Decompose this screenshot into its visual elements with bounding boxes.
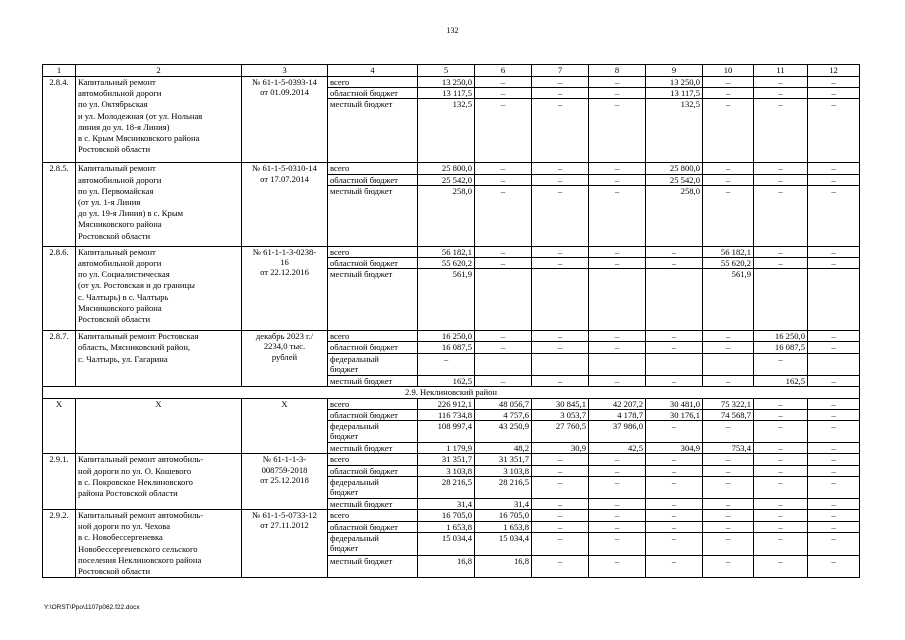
amount-cell: – bbox=[532, 375, 589, 386]
amount-cell: – bbox=[808, 498, 860, 509]
funding-source: местный бюджет bbox=[328, 99, 418, 163]
column-number-7: 7 bbox=[532, 65, 589, 77]
funding-source: всего bbox=[328, 510, 418, 522]
page-number: 132 bbox=[446, 26, 459, 35]
amount-cell: – bbox=[532, 521, 589, 533]
funding-source: федеральный бюджет bbox=[328, 476, 418, 498]
file-path-footer: Y:\ORST\Ppo\1107p062.f22.docx bbox=[44, 604, 140, 611]
amount-cell: 753,4 bbox=[703, 443, 754, 454]
amount-cell: – bbox=[589, 88, 646, 99]
amount-cell: – bbox=[646, 521, 703, 533]
funding-source: местный бюджет bbox=[328, 498, 418, 509]
funding-source: всего bbox=[328, 331, 418, 342]
amount-cell: 56 182,1 bbox=[703, 246, 754, 257]
amount-cell: – bbox=[475, 258, 532, 269]
amount-cell: 16 087,5 bbox=[754, 342, 808, 353]
amount-cell: – bbox=[703, 510, 754, 522]
amount-cell: 43 250,9 bbox=[475, 421, 532, 443]
amount-cell: 55 620,2 bbox=[418, 258, 475, 269]
amount-cell: – bbox=[808, 454, 860, 465]
amount-cell: – bbox=[589, 342, 646, 353]
amount-cell: – bbox=[418, 353, 475, 375]
table-row bbox=[43, 246, 860, 257]
amount-cell: – bbox=[475, 163, 532, 174]
amount-cell: – bbox=[754, 521, 808, 533]
amount-cell: 27 760,5 bbox=[532, 421, 589, 443]
amount-cell: – bbox=[754, 185, 808, 246]
amount-cell bbox=[532, 269, 589, 331]
column-number-8: 8 bbox=[589, 65, 646, 77]
amount-cell: – bbox=[589, 246, 646, 257]
column-number-12: 12 bbox=[808, 65, 860, 77]
amount-cell: – bbox=[532, 174, 589, 185]
amount-cell: – bbox=[703, 375, 754, 386]
amount-cell: – bbox=[475, 246, 532, 257]
amount-cell bbox=[703, 353, 754, 375]
amount-cell: – bbox=[754, 555, 808, 578]
amount-cell: – bbox=[703, 99, 754, 163]
amount-cell: – bbox=[646, 421, 703, 443]
amount-cell: 30,9 bbox=[532, 443, 589, 454]
amount-cell: 31,4 bbox=[475, 498, 532, 509]
amount-cell: 132,5 bbox=[418, 99, 475, 163]
section-row bbox=[43, 386, 860, 398]
funding-source: всего bbox=[328, 454, 418, 465]
amount-cell: – bbox=[703, 421, 754, 443]
amount-cell: 108 997,4 bbox=[418, 421, 475, 443]
amount-cell: – bbox=[808, 77, 860, 88]
amount-cell: – bbox=[754, 88, 808, 99]
amount-cell: 75 322,1 bbox=[703, 398, 754, 409]
table-row bbox=[43, 454, 860, 465]
amount-cell: 16 250,0 bbox=[754, 331, 808, 342]
amount-cell: – bbox=[589, 331, 646, 342]
amount-cell: – bbox=[703, 555, 754, 578]
amount-cell: – bbox=[475, 185, 532, 246]
amount-cell bbox=[646, 269, 703, 331]
amount-cell: 1 653,8 bbox=[475, 521, 532, 533]
amount-cell: 25 800,0 bbox=[418, 163, 475, 174]
amount-cell: – bbox=[532, 331, 589, 342]
amount-cell: – bbox=[754, 174, 808, 185]
amount-cell: – bbox=[808, 88, 860, 99]
amount-cell: – bbox=[754, 246, 808, 257]
item-description: Капитальный ремонт автомобильной дороги по ул. Социалистическая (от ул. Ростовская и до границы с. Чалтырь) в с. Чалтырь Мясниковского района Ростовской области bbox=[76, 246, 242, 330]
column-number-6: 6 bbox=[475, 65, 532, 77]
amount-cell: – bbox=[532, 77, 589, 88]
funding-source: областной бюджет bbox=[328, 258, 418, 269]
amount-cell: 28 216,5 bbox=[475, 476, 532, 498]
column-number-4: 4 bbox=[328, 65, 418, 77]
item-code: 2.8.7. bbox=[43, 331, 76, 387]
amount-cell: – bbox=[589, 258, 646, 269]
item-code: Х bbox=[43, 398, 76, 454]
amount-cell: – bbox=[808, 555, 860, 578]
funding-source: федеральный бюджет bbox=[328, 533, 418, 556]
amount-cell: 16 705,0 bbox=[475, 510, 532, 522]
column-number-2: 2 bbox=[76, 65, 242, 77]
amount-cell: – bbox=[703, 465, 754, 476]
amount-cell: – bbox=[754, 454, 808, 465]
amount-cell: 1 179,9 bbox=[418, 443, 475, 454]
item-document: Х bbox=[242, 398, 328, 454]
table-row bbox=[43, 163, 860, 174]
amount-cell: – bbox=[646, 476, 703, 498]
amount-cell: – bbox=[532, 163, 589, 174]
amount-cell: – bbox=[475, 88, 532, 99]
funding-source: областной бюджет bbox=[328, 174, 418, 185]
amount-cell bbox=[646, 353, 703, 375]
amount-cell: – bbox=[646, 498, 703, 509]
amount-cell: – bbox=[532, 555, 589, 578]
funding-source: всего bbox=[328, 398, 418, 409]
amount-cell: – bbox=[532, 99, 589, 163]
amount-cell: – bbox=[532, 498, 589, 509]
amount-cell bbox=[589, 353, 646, 375]
amount-cell: – bbox=[532, 476, 589, 498]
item-document: декабрь 2023 г./ 2234,0 тыс. рублей bbox=[242, 331, 328, 387]
amount-cell: 162,5 bbox=[754, 375, 808, 386]
amount-cell: 16 705,0 bbox=[418, 510, 475, 522]
amount-cell: 132,5 bbox=[646, 99, 703, 163]
amount-cell: 4 757,6 bbox=[475, 410, 532, 421]
item-document: № 61-1-1-3-0238- 16 от 22.12.2016 bbox=[242, 246, 328, 330]
amount-cell: – bbox=[532, 465, 589, 476]
funding-source: местный бюджет bbox=[328, 555, 418, 578]
table-row bbox=[43, 398, 860, 409]
amount-cell: 3 103,8 bbox=[475, 465, 532, 476]
amount-cell: 31 351,7 bbox=[475, 454, 532, 465]
amount-cell: – bbox=[754, 398, 808, 409]
item-code: 2.8.5. bbox=[43, 163, 76, 246]
amount-cell: – bbox=[589, 454, 646, 465]
amount-cell: 42 207,2 bbox=[589, 398, 646, 409]
amount-cell: 13 250,0 bbox=[646, 77, 703, 88]
amount-cell: – bbox=[754, 258, 808, 269]
table-row bbox=[43, 510, 860, 522]
amount-cell: 74 568,7 bbox=[703, 410, 754, 421]
amount-cell: – bbox=[754, 465, 808, 476]
amount-cell: – bbox=[589, 163, 646, 174]
amount-cell: – bbox=[589, 510, 646, 522]
funding-source: местный бюджет bbox=[328, 375, 418, 386]
column-number-5: 5 bbox=[418, 65, 475, 77]
amount-cell: 25 542,0 bbox=[646, 174, 703, 185]
amount-cell: – bbox=[646, 533, 703, 556]
amount-cell: 16,8 bbox=[418, 555, 475, 578]
amount-cell: – bbox=[808, 421, 860, 443]
amount-cell: – bbox=[808, 398, 860, 409]
amount-cell: 116 734,8 bbox=[418, 410, 475, 421]
amount-cell: 13 117,5 bbox=[418, 88, 475, 99]
amount-cell: – bbox=[589, 533, 646, 556]
amount-cell: – bbox=[589, 99, 646, 163]
funding-source: всего bbox=[328, 77, 418, 88]
amount-cell: – bbox=[532, 88, 589, 99]
funding-source: местный бюджет bbox=[328, 185, 418, 246]
amount-cell: 3 053,7 bbox=[532, 410, 589, 421]
column-number-11: 11 bbox=[754, 65, 808, 77]
amount-cell: 15 034,4 bbox=[475, 533, 532, 556]
amount-cell: – bbox=[754, 476, 808, 498]
amount-cell: – bbox=[808, 375, 860, 386]
amount-cell: – bbox=[646, 465, 703, 476]
amount-cell: – bbox=[475, 375, 532, 386]
amount-cell: – bbox=[646, 375, 703, 386]
amount-cell: – bbox=[532, 510, 589, 522]
amount-cell: 30 176,1 bbox=[646, 410, 703, 421]
amount-cell: – bbox=[703, 476, 754, 498]
item-document: № 61-1-5-0310-14 от 17.07.2014 bbox=[242, 163, 328, 246]
amount-cell: 258,0 bbox=[418, 185, 475, 246]
amount-cell: – bbox=[703, 185, 754, 246]
amount-cell: – bbox=[808, 185, 860, 246]
amount-cell: – bbox=[532, 258, 589, 269]
amount-cell: – bbox=[646, 342, 703, 353]
amount-cell: – bbox=[646, 246, 703, 257]
amount-cell: – bbox=[532, 454, 589, 465]
amount-cell: – bbox=[754, 410, 808, 421]
amount-cell: – bbox=[703, 454, 754, 465]
amount-cell: – bbox=[754, 353, 808, 375]
amount-cell: – bbox=[646, 454, 703, 465]
amount-cell: – bbox=[703, 77, 754, 88]
amount-cell: 31 351,7 bbox=[418, 454, 475, 465]
amount-cell: 16,8 bbox=[475, 555, 532, 578]
amount-cell: – bbox=[754, 421, 808, 443]
amount-cell: – bbox=[808, 443, 860, 454]
amount-cell: 25 542,0 bbox=[418, 174, 475, 185]
amount-cell: – bbox=[808, 99, 860, 163]
amount-cell: – bbox=[703, 521, 754, 533]
amount-cell: – bbox=[646, 331, 703, 342]
amount-cell: – bbox=[532, 342, 589, 353]
item-document: № 61-1-1-3- 008759-2018 от 25.12.2018 bbox=[242, 454, 328, 510]
amount-cell: – bbox=[703, 163, 754, 174]
amount-cell: – bbox=[646, 555, 703, 578]
amount-cell: 226 912,1 bbox=[418, 398, 475, 409]
amount-cell: 4 178,7 bbox=[589, 410, 646, 421]
column-number-row bbox=[43, 65, 860, 77]
amount-cell: – bbox=[589, 77, 646, 88]
item-description: Х bbox=[76, 398, 242, 454]
amount-cell: – bbox=[475, 77, 532, 88]
amount-cell: 561,9 bbox=[703, 269, 754, 331]
funding-source: федеральный бюджет bbox=[328, 421, 418, 443]
amount-cell: – bbox=[703, 498, 754, 509]
amount-cell bbox=[475, 269, 532, 331]
amount-cell: 30 845,1 bbox=[532, 398, 589, 409]
funding-source: местный бюджет bbox=[328, 443, 418, 454]
amount-cell: – bbox=[475, 174, 532, 185]
amount-cell: – bbox=[754, 77, 808, 88]
amount-cell: – bbox=[754, 533, 808, 556]
amount-cell: – bbox=[589, 521, 646, 533]
item-description: Капитальный ремонт автомобиль- ной дороги по ул. Чехова в с. Новобессергеневка Новобессергеневского сельского поселения Неклиновского района Ростовской области bbox=[76, 510, 242, 578]
amount-cell: 162,5 bbox=[418, 375, 475, 386]
item-document: № 61-1-5-0393-14 от 01.09.2014 bbox=[242, 77, 328, 163]
amount-cell: 48 056,7 bbox=[475, 398, 532, 409]
amount-cell: 25 800,0 bbox=[646, 163, 703, 174]
item-code: 2.9.2. bbox=[43, 510, 76, 578]
section-title: 2.9. Неклиновский район bbox=[43, 386, 860, 398]
amount-cell: 37 986,0 bbox=[589, 421, 646, 443]
column-number-1: 1 bbox=[43, 65, 76, 77]
amount-cell: – bbox=[646, 258, 703, 269]
amount-cell: – bbox=[589, 465, 646, 476]
amount-cell: 42,5 bbox=[589, 443, 646, 454]
amount-cell: – bbox=[646, 510, 703, 522]
amount-cell: – bbox=[703, 331, 754, 342]
amount-cell: – bbox=[703, 342, 754, 353]
amount-cell: – bbox=[808, 258, 860, 269]
amount-cell: – bbox=[703, 533, 754, 556]
amount-cell bbox=[808, 353, 860, 375]
amount-cell: – bbox=[754, 443, 808, 454]
item-description: Капитальный ремонт автомобильной дороги по ул. Первомайская (от ул. 1-я Линия до ул. 19-я Линия) в с. Крым Мясниковского района Ростовской области bbox=[76, 163, 242, 246]
amount-cell: 561,9 bbox=[418, 269, 475, 331]
amount-cell: – bbox=[589, 555, 646, 578]
amount-cell: – bbox=[808, 331, 860, 342]
amount-cell: – bbox=[589, 375, 646, 386]
budget-table bbox=[42, 64, 860, 578]
amount-cell: – bbox=[589, 174, 646, 185]
amount-cell: – bbox=[703, 88, 754, 99]
amount-cell: 304,9 bbox=[646, 443, 703, 454]
amount-cell: – bbox=[475, 331, 532, 342]
item-code: 2.9.1. bbox=[43, 454, 76, 510]
amount-cell: – bbox=[808, 533, 860, 556]
item-description: Капитальный ремонт автомобиль- ной дороги по ул. О. Кошевого в с. Покровское Неклиновского района Ростовской области bbox=[76, 454, 242, 510]
funding-source: областной бюджет bbox=[328, 342, 418, 353]
funding-source: областной бюджет bbox=[328, 521, 418, 533]
amount-cell: 56 182,1 bbox=[418, 246, 475, 257]
amount-cell: – bbox=[532, 533, 589, 556]
amount-cell: – bbox=[754, 99, 808, 163]
amount-cell: 258,0 bbox=[646, 185, 703, 246]
amount-cell: 13 250,0 bbox=[418, 77, 475, 88]
funding-source: областной бюджет bbox=[328, 88, 418, 99]
amount-cell: – bbox=[589, 185, 646, 246]
amount-cell bbox=[808, 269, 860, 331]
amount-cell: – bbox=[808, 342, 860, 353]
amount-cell: – bbox=[808, 174, 860, 185]
amount-cell: – bbox=[532, 246, 589, 257]
amount-cell: – bbox=[475, 342, 532, 353]
amount-cell: – bbox=[808, 246, 860, 257]
amount-cell: 31,4 bbox=[418, 498, 475, 509]
item-document: № 61-1-5-0733-12 от 27.11.2012 bbox=[242, 510, 328, 578]
amount-cell bbox=[754, 269, 808, 331]
funding-source: областной бюджет bbox=[328, 410, 418, 421]
amount-cell: – bbox=[808, 521, 860, 533]
amount-cell: – bbox=[589, 476, 646, 498]
amount-cell: 1 653,8 bbox=[418, 521, 475, 533]
amount-cell: – bbox=[475, 99, 532, 163]
amount-cell: 30 481,0 bbox=[646, 398, 703, 409]
amount-cell: – bbox=[589, 498, 646, 509]
amount-cell: 16 250,0 bbox=[418, 331, 475, 342]
funding-source: областной бюджет bbox=[328, 465, 418, 476]
amount-cell: – bbox=[808, 465, 860, 476]
amount-cell: – bbox=[808, 476, 860, 498]
amount-cell: – bbox=[808, 163, 860, 174]
amount-cell: 48,2 bbox=[475, 443, 532, 454]
amount-cell: 15 034,4 bbox=[418, 533, 475, 556]
funding-source: местный бюджет bbox=[328, 269, 418, 331]
table-row bbox=[43, 331, 860, 342]
amount-cell: – bbox=[532, 185, 589, 246]
amount-cell: 3 103,8 bbox=[418, 465, 475, 476]
funding-source: всего bbox=[328, 246, 418, 257]
item-code: 2.8.6. bbox=[43, 246, 76, 330]
amount-cell bbox=[475, 353, 532, 375]
amount-cell bbox=[589, 269, 646, 331]
amount-cell: – bbox=[754, 510, 808, 522]
column-number-10: 10 bbox=[703, 65, 754, 77]
item-description: Капитальный ремонт автомобильной дороги по ул. Октябрьская и ул. Молодежная (от ул. Нольная линия до ул. 18-я Линия) в с. Крым Мясниковского района Ростовской области bbox=[76, 77, 242, 163]
item-description: Капитальный ремонт Ростовская область, Мясниковский район, с. Чалтырь, ул. Гагарина bbox=[76, 331, 242, 387]
amount-cell: 16 087,5 bbox=[418, 342, 475, 353]
column-number-9: 9 bbox=[646, 65, 703, 77]
table-row bbox=[43, 77, 860, 88]
funding-source: всего bbox=[328, 163, 418, 174]
amount-cell bbox=[532, 353, 589, 375]
amount-cell: 13 117,5 bbox=[646, 88, 703, 99]
item-code: 2.8.4. bbox=[43, 77, 76, 163]
amount-cell: – bbox=[808, 510, 860, 522]
funding-source: федеральный бюджет bbox=[328, 353, 418, 375]
column-number-3: 3 bbox=[242, 65, 328, 77]
amount-cell: 55 620,2 bbox=[703, 258, 754, 269]
amount-cell: – bbox=[703, 174, 754, 185]
amount-cell: – bbox=[808, 410, 860, 421]
amount-cell: – bbox=[754, 498, 808, 509]
amount-cell: – bbox=[754, 163, 808, 174]
amount-cell: 28 216,5 bbox=[418, 476, 475, 498]
